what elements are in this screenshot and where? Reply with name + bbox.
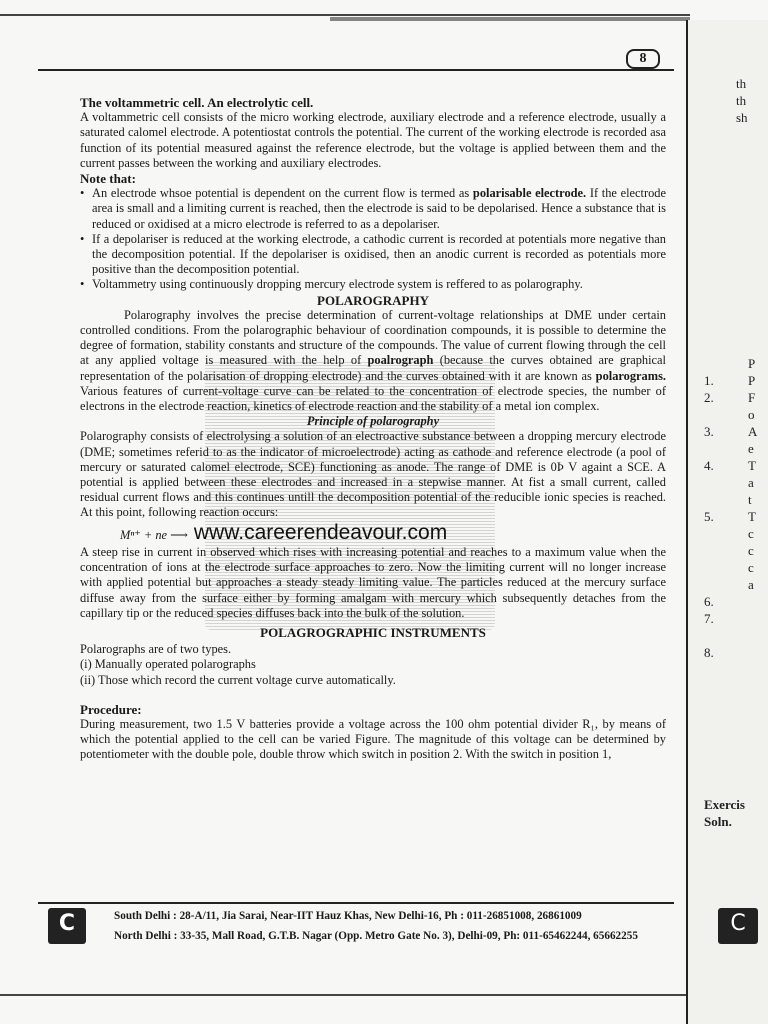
- note-title: Note that:: [80, 171, 136, 187]
- right-fragment: P: [748, 373, 756, 388]
- header-rule: [38, 69, 674, 71]
- right-fragment: F: [748, 390, 756, 405]
- right-fragment: P: [748, 356, 756, 371]
- footer: [48, 908, 668, 948]
- heading-principle-of-polarography: Principle of polarography: [306, 414, 440, 429]
- procedure-title: Procedure:: [80, 701, 142, 717]
- right-fragment: th: [736, 76, 747, 91]
- paragraph-principle: Polarography consists of electrolysing a solution of an electroactive substance between a dropping mercury electrode (DME; sometimes referid to as the indicator of microelectrode) acting as cathode and reference electrode (a pool of mercury or saturated calomel electrode, SCE) functioning as anode. The range of DME is 0Þ V againt a SCE. A potential is applied between these electrodes and increased in a stepwise manner. At fist a small current, called residual current flows and this continues untill the decomposition potential of the reducible ionic species is reached. At this point, following reaction occurs:: [80, 429, 666, 520]
- footer-address-north: North Delhi : 33-35, Mall Road, G.T.B. Nagar (Opp. Metro Gate No. 3), Delhi-09, Ph: 011-65462244, 65662255: [114, 930, 638, 942]
- right-fragment: T: [748, 509, 756, 524]
- note-item-3: • Voltammetry using continuously dropping mercury electrode system is reffered to as polarography.: [80, 277, 666, 292]
- heading-polarography: POLAROGRAPHY: [317, 292, 429, 308]
- paragraph-polarography-intro: [80, 308, 666, 414]
- right-fragment: o: [748, 407, 755, 422]
- top-rule: [0, 14, 690, 16]
- instruments-intro: Polarographs are of two types.: [80, 642, 232, 657]
- reaction-equation: [120, 520, 666, 544]
- right-fragment: c: [748, 560, 754, 575]
- polarography-text-c: (because the curves obtained are graphical representation of the polarisation of dropping electrode) and the curves obtained with it are known as: [80, 353, 666, 383]
- note-item-2: • If a depolariser is reduced at the working electrode, a cathodic current is recorded at potentials more negative than the decomposition potential. If the depolariser is oxidised, then an anodic current is recorded as potentials more positive than the decomposition potential.: [80, 232, 666, 278]
- bottom-rule: [0, 994, 686, 996]
- term-polarograms: polarograms.: [595, 368, 666, 383]
- instruments-item-2: (ii) Those which record the current voltage curve automatically.: [80, 672, 396, 687]
- right-fragment: c: [748, 526, 754, 541]
- right-fragment: e: [748, 441, 754, 456]
- career-endeavour-logo-icon: C: [48, 908, 86, 944]
- right-fragment: T: [748, 458, 756, 473]
- right-fragment-exercise: Exercis: [704, 797, 745, 812]
- right-fragment: 5.: [704, 509, 714, 524]
- equation-text: Mⁿ⁺ + ne ⟶: [120, 527, 188, 542]
- footer-rule: [38, 902, 674, 904]
- right-fragment: 7.: [704, 611, 714, 626]
- footer-address-south: South Delhi : 28-A/11, Jia Sarai, Near-IIT Hauz Khas, New Delhi-16, Ph : 011-26851008, 26861009: [114, 910, 582, 922]
- note-item-1: [80, 186, 666, 232]
- right-fragment: a: [748, 577, 754, 592]
- note-list: [80, 186, 666, 292]
- right-fragment: 6.: [704, 594, 714, 609]
- note-item-1-text: An electrode whsoe potential is dependent on the current flow is termed as: [92, 186, 473, 201]
- right-fragment: 4.: [704, 458, 714, 473]
- top-rule-decoration: [330, 17, 690, 21]
- paragraph-limiting-current: A steep rise in current in observed which rises with increasing potential and reaches to a maximum value when the concentration of ions at the electrode surface approaches to zero. Now the limiting current will no longer increase with applied potential but approaches a steady steady limiting value. The particles reduced at the mercury surface diffuse away from the surface either by forming amalgam with mercury which subsequently detaches from the capillary tip or the reduced species diffuses back into the bulk of the solution.: [80, 544, 666, 620]
- term-polarisable-electrode: polarisable electrode.: [472, 186, 587, 201]
- polarography-text-d: Various features of current-voltage curve can be related to the concentration of electrode species, the number of electrons in the electrode reaction, kinetics of electrode reaction and the stability of a metal ion complex.: [80, 383, 666, 414]
- paragraph-procedure: During measurement, two 1.5 V batteries provide a voltage across the 100 ohm potential divider R₁, by means of which the potential applied to the cell can be varied Figure. The magnitude of this voltage can be determined by potentiometer with the double pole, double throw which switch in position 2. With the switch in position 1,: [80, 716, 666, 762]
- heading-instruments: POLAGROGRAPHIC INSTRUMENTS: [260, 624, 486, 640]
- section-title-voltammetric-cell: The voltammetric cell. An electrolytic cell.: [80, 95, 314, 110]
- page-content: [80, 95, 666, 763]
- right-fragment: th: [736, 93, 747, 108]
- right-fragment: a: [748, 475, 754, 490]
- term-polarograph: poalrograph: [367, 353, 434, 368]
- right-fragment: 1.: [704, 373, 714, 388]
- career-endeavour-logo-icon: C: [718, 908, 758, 944]
- adjacent-page-strip: [686, 20, 768, 1024]
- polarography-text-a: Polarography involves the precise determination of current-voltage relationships at DME under certain controlled conditions. From the polarographic behaviour of coordination compounds, it is possible to determine the degree of formation, stability constants and structure of the compounds. The value of current flowing through the cell at any applied voltage is measured with the help of: [80, 307, 666, 368]
- note-item-1-text-cont: If the electrode area is small and a limiting current is reached, then the electrode is said to be depolarised. Hence a substance that is reduced or oxidised at a micro electrode is referred to as a depolariser.: [92, 186, 666, 231]
- website-watermark-text: www.careerendeavour.com: [193, 520, 448, 544]
- right-fragment: sh: [736, 110, 748, 125]
- right-fragment: 8.: [704, 645, 714, 660]
- paragraph-voltammetric-cell: A voltammetric cell consists of the micro working electrode, auxiliary electrode and a reference electrode, usually a saturated calomel electrode. A potentiostat controls the potential. The current of the working electrode is recorded asa function of its potential measured against the reference electrode, but the voltage is applied between them and the current passes between the working and auxiliary electrodes.: [80, 110, 666, 170]
- right-fragment: c: [748, 543, 754, 558]
- right-fragment-soln: Soln.: [704, 814, 732, 829]
- right-fragment: A: [748, 424, 758, 439]
- right-fragment: 3.: [704, 424, 714, 439]
- right-fragment: 2.: [704, 390, 714, 405]
- page-number: 8: [626, 49, 660, 69]
- right-fragment: t: [748, 492, 752, 507]
- instruments-item-1: (i) Manually operated polarographs: [80, 657, 256, 672]
